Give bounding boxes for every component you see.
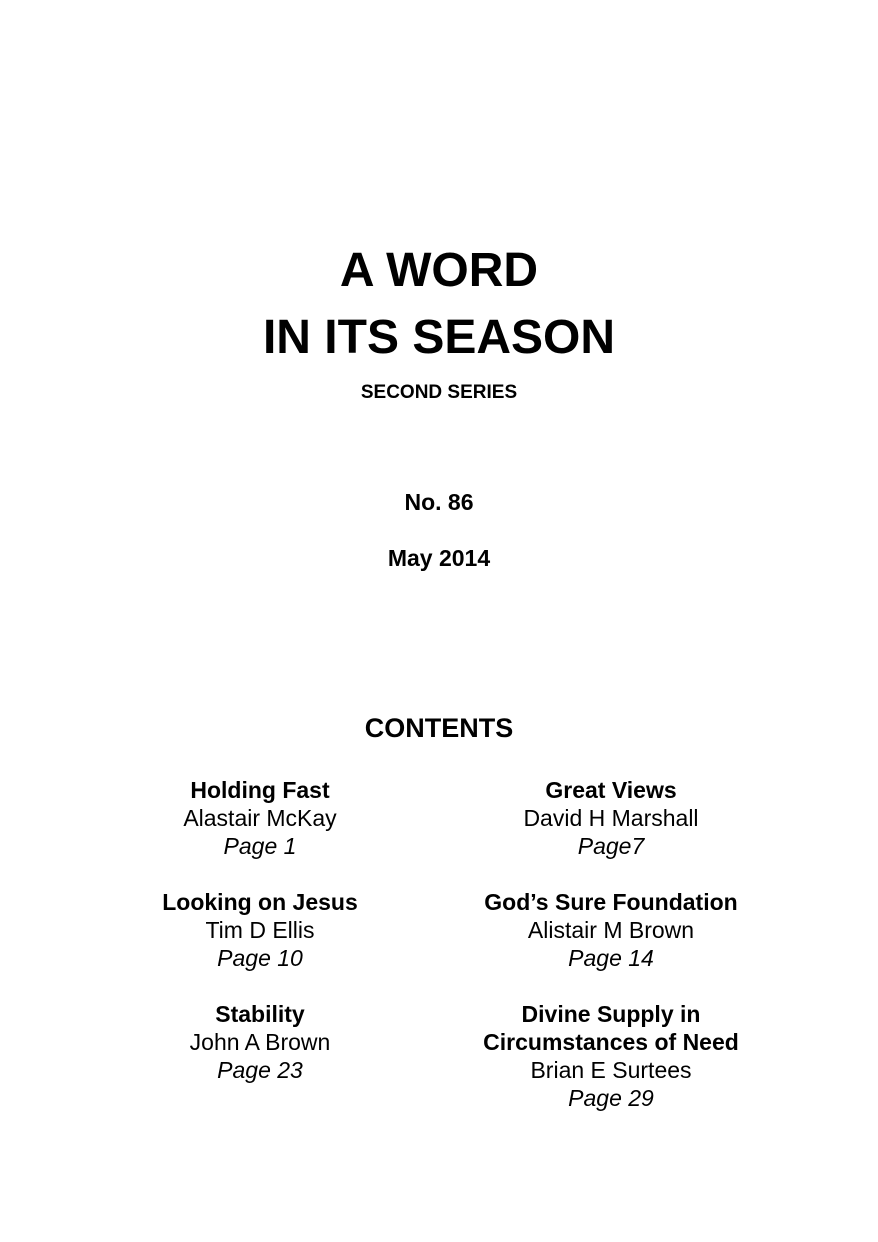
entry-page: Page 23 <box>217 1057 303 1083</box>
entry-title: Stability <box>215 1001 305 1027</box>
entry-author: Alastair McKay <box>183 805 337 831</box>
contents-entry <box>90 888 430 972</box>
entry-author: John A Brown <box>189 1029 331 1055</box>
contents-entry <box>441 1000 781 1112</box>
entry-page: Page 10 <box>217 945 303 971</box>
contents-entry <box>441 776 781 860</box>
contents-entry <box>441 888 781 972</box>
entry-page: Page 14 <box>568 945 654 971</box>
contents-heading: CONTENTS <box>364 713 514 743</box>
entry-title: Holding Fast <box>190 777 330 803</box>
magazine-title-line-2: IN ITS SEASON <box>262 311 616 364</box>
contents-column-right <box>441 776 781 1140</box>
issue-date: May 2014 <box>387 545 491 571</box>
magazine-title-line-1: A WORD <box>339 244 539 297</box>
entry-title: Divine Supply in <box>521 1001 701 1027</box>
entry-author: Alistair M Brown <box>527 917 695 943</box>
entry-title: Looking on Jesus <box>162 889 358 915</box>
contents-entry <box>90 776 430 860</box>
contents-entry <box>90 1000 430 1084</box>
entry-page: Page 29 <box>568 1085 654 1111</box>
entry-title: God’s Sure Foundation <box>484 889 738 915</box>
entry-author: Tim D Ellis <box>205 917 315 943</box>
entry-author: David H Marshall <box>523 805 699 831</box>
contents-column-left <box>90 776 430 1112</box>
entry-author: Brian E Surtees <box>530 1057 692 1083</box>
entry-title-continued: Circumstances of Need <box>483 1029 739 1055</box>
issue-number: No. 86 <box>404 489 474 515</box>
series-label: SECOND SERIES <box>360 382 518 403</box>
entry-title: Great Views <box>545 777 677 803</box>
entry-page: Page 1 <box>223 833 297 859</box>
entry-page: Page7 <box>577 833 645 859</box>
